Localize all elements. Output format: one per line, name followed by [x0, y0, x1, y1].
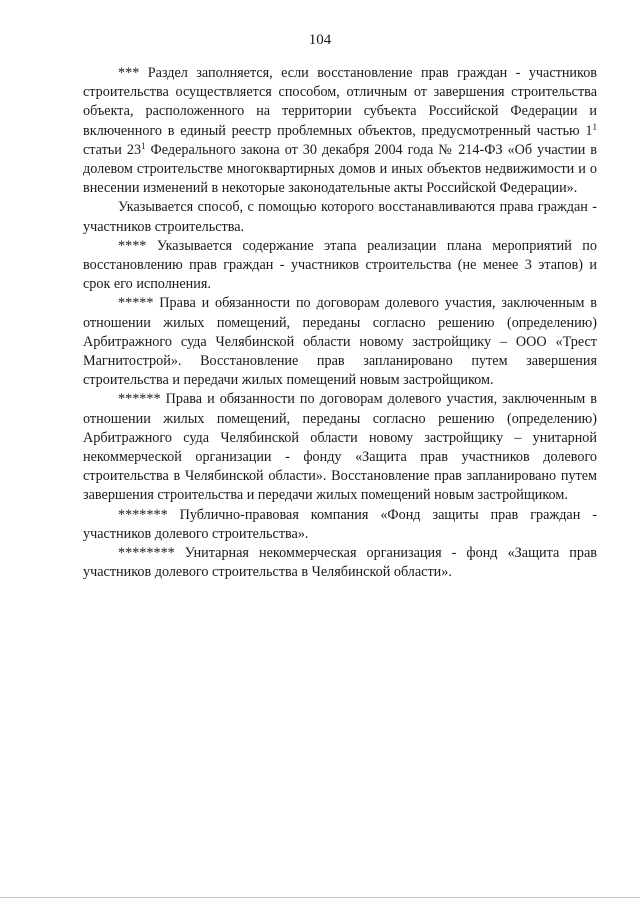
footnote-paragraph: ****** Права и обязанности по договорам долевого участия, заключенным в отношении жилых помещений, переданы согласно решению (определению) Арбитражного суда Челябинской области новому застройщику – унитарной некоммерческой организации - фонду «Защита прав участников долевого строительства в Челябинской области». Восстановление прав запланировано путем завершения строительства и передачи жилых помещений новым застройщиком.: [83, 391, 597, 504]
paragraph-text: Федерального закона от 30 декабря 2004 года № 214-ФЗ «Об участии в долевом строительстве многоквартирных домов и иных объектов недвижимости и о внесении изменений в некоторые законодательные акты Российской Федерации».: [83, 141, 597, 197]
footnote-paragraph: ******* Публично-правовая компания «Фонд защиты прав граждан - участников долевого строительства».: [83, 506, 597, 542]
footnote-paragraph: Указывается способ, с помощью которого восстанавливаются права граждан - участников строительства.: [83, 199, 597, 235]
superscript: 1: [592, 121, 597, 132]
footnote-paragraph: ***** Права и обязанности по договорам долевого участия, заключенным в отношении жилых помещений, переданы согласно решению (определению) Арбитражного суда Челябинской области новому застройщику – ООО «Трест Магнитострой». Восстановление прав запланировано путем завершения строительства и передачи жилых помещений новым застройщиком.: [83, 295, 597, 389]
superscript: 1: [141, 140, 146, 151]
paragraph-text: статьи 23: [83, 141, 142, 158]
paragraph-text: *** Раздел заполняется, если восстановление прав граждан - участников строительства осуществляется способом, отличным от завершения строительства объекта, расположенного на территории субъекта Российской Федерации и включенного в единый реестр проблемных объектов, предусмотренный частью 1: [83, 65, 597, 139]
page-edge-line: [0, 897, 640, 898]
page-number: 104: [308, 32, 332, 48]
footnote-paragraph: ******** Унитарная некоммерческая организация - фонд «Защита прав участников долевого строительства в Челябинской области».: [83, 545, 597, 581]
footnote-paragraph: **** Указывается содержание этапа реализации плана мероприятий по восстановлению прав граждан - участников строительства (не менее 3 этапов) и срок его исполнения.: [83, 237, 597, 293]
footnote-paragraph: [83, 64, 597, 198]
footnotes-body: [83, 64, 597, 582]
